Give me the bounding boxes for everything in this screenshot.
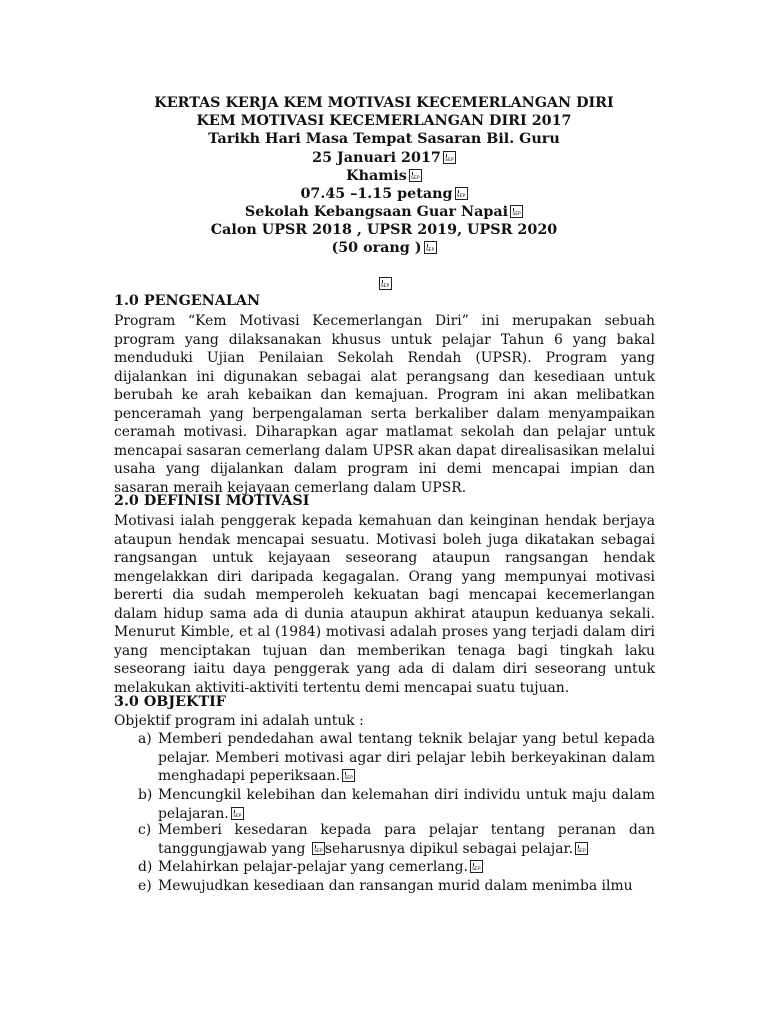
detail-labels: Tarikh Hari Masa Tempat Sasaran Bil. Guru bbox=[208, 131, 560, 147]
detail-date bbox=[114, 149, 654, 167]
separator-glyph-icon bbox=[379, 277, 392, 290]
section-body-definisi: Motivasi ialah penggerak kepada kemahuan dan keinginan hendak berjaya ataupun hendak mencapai sesuatu. Motivasi boleh juga dikatakan sebagai rangsangan untuk kejayaan seseorang ataupun rangsangan hendak mengelakkan diri daripada kegagalan. Orang yang mempunyai motivasi bererti dia sudah memperoleh kekuatan bagi mencapai kecemerlangan dalam hidup sama ada di dunia ataupun akhirat ataupun keduanya sekali. Menurut Kimble, et al (1984) motivasi adalah proses yang terjadi dalam diri yang menciptakan tujuan dan memberikan tenaga bagi tingkah laku seseorang iaitu daya penggerak yang ada di dalam diri seseorang untuk melakukan aktiviti-aktiviti tertentu demi mencapai suatu tujuan. bbox=[114, 513, 655, 696]
list-item bbox=[138, 730, 655, 786]
list-marker: b) bbox=[138, 787, 153, 803]
separator-glyph-icon bbox=[575, 842, 588, 855]
list-marker: a) bbox=[138, 731, 152, 747]
list-item-text-a: Memberi pendedahan awal tentang teknik belajar yang betul kepada pelajar. Memberi motivasi agar diri pelajar lebih berkeyakinan dalam menghadapi peperiksaan. bbox=[158, 731, 655, 784]
detail-day bbox=[114, 167, 654, 185]
detail-date-text: 25 Januari 2017 bbox=[312, 150, 441, 166]
list-item-text: Mewujudkan kesediaan dan ransangan murid dalam menimba ilmu bbox=[158, 878, 633, 894]
detail-place-text: Sekolah Kebangsaan Guar Napai bbox=[244, 204, 509, 220]
program-name: KEM MOTIVASI KECEMERLANGAN DIRI 2017 bbox=[196, 113, 572, 129]
list-marker: c) bbox=[138, 822, 152, 838]
section-heading-objektif: 3.0 OBJEKTIF bbox=[114, 694, 226, 710]
separator-glyph-icon bbox=[470, 860, 483, 873]
list-item-text-b: Mencungkil kelebihan dan kelemahan diri individu untuk maju dalam pelajaran. bbox=[158, 787, 655, 822]
list-item bbox=[138, 858, 655, 877]
blank-line bbox=[114, 275, 654, 293]
list-marker: e) bbox=[138, 878, 152, 894]
separator-glyph-icon bbox=[455, 187, 468, 200]
list-item-text bbox=[158, 821, 655, 858]
separator-glyph-icon bbox=[424, 241, 437, 254]
section-heading-definisi: 2.0 DEFINISI MOTIVASI bbox=[114, 493, 310, 509]
section-body-pengenalan: Program “Kem Motivasi Kecemerlangan Diri” ini merupakan sebuah program yang dilaksanakan khusus untuk pelajar Tahun 6 yang bakal menduduki Ujian Penilaian Sekolah Rendah (UPSR). Program yang dijalankan ini digunakan sebagai alat perangsang dan kesediaan untuk berubah ke arah kebaikan dan kemajuan. Program ini akan melibatkan penceramah yang berpengalaman serta berkaliber dalam menyampaikan ceramah motivasi. Diharapkan agar matlamat sekolah dan pelajar untuk mencapai sasaran cemerlang dalam UPSR akan dapat direalisasikan melalui usaha yang dijalankan dalam program ini demi mencapai impian dan sasaran meraih kejayaan cemerlang dalam UPSR. bbox=[114, 313, 655, 496]
separator-glyph-icon bbox=[510, 205, 523, 218]
section-heading-pengenalan: 1.0 PENGENALAN bbox=[114, 293, 261, 309]
list-item-text bbox=[158, 786, 655, 823]
separator-glyph-icon bbox=[342, 769, 355, 782]
list-item bbox=[138, 877, 655, 896]
list-item-text-d: Melahirkan pelajar-pelajar yang cemerlang. bbox=[158, 859, 468, 875]
detail-target: Calon UPSR 2018 , UPSR 2019, UPSR 2020 bbox=[210, 222, 558, 238]
separator-glyph-icon bbox=[231, 807, 244, 820]
separator-glyph-icon bbox=[443, 151, 456, 164]
list-item bbox=[138, 786, 655, 823]
list-marker: d) bbox=[138, 859, 153, 875]
list-item-text-c1: Memberi kesedaran kepada para pelajar tentang peranan dan tanggungjawab yang bbox=[158, 822, 655, 857]
detail-time bbox=[114, 185, 654, 203]
list-item-text bbox=[158, 730, 655, 786]
detail-count-text: (50 orang ) bbox=[331, 240, 422, 256]
objektif-intro: Objektif program ini adalah untuk : bbox=[114, 713, 364, 729]
list-item-text bbox=[158, 858, 655, 877]
detail-time-text: 07.45 –1.15 petang bbox=[300, 186, 453, 202]
separator-glyph-icon bbox=[312, 842, 325, 855]
list-item-text-c2: seharusnya dipikul sebagai pelajar. bbox=[324, 840, 574, 857]
list-item bbox=[138, 821, 655, 858]
detail-count bbox=[114, 239, 654, 257]
detail-place bbox=[114, 203, 654, 221]
separator-glyph-icon bbox=[409, 169, 422, 182]
document-title: KERTAS KERJA KEM MOTIVASI KECEMERLANGAN DIRI bbox=[154, 95, 614, 111]
detail-day-text: Khamis bbox=[346, 168, 407, 184]
